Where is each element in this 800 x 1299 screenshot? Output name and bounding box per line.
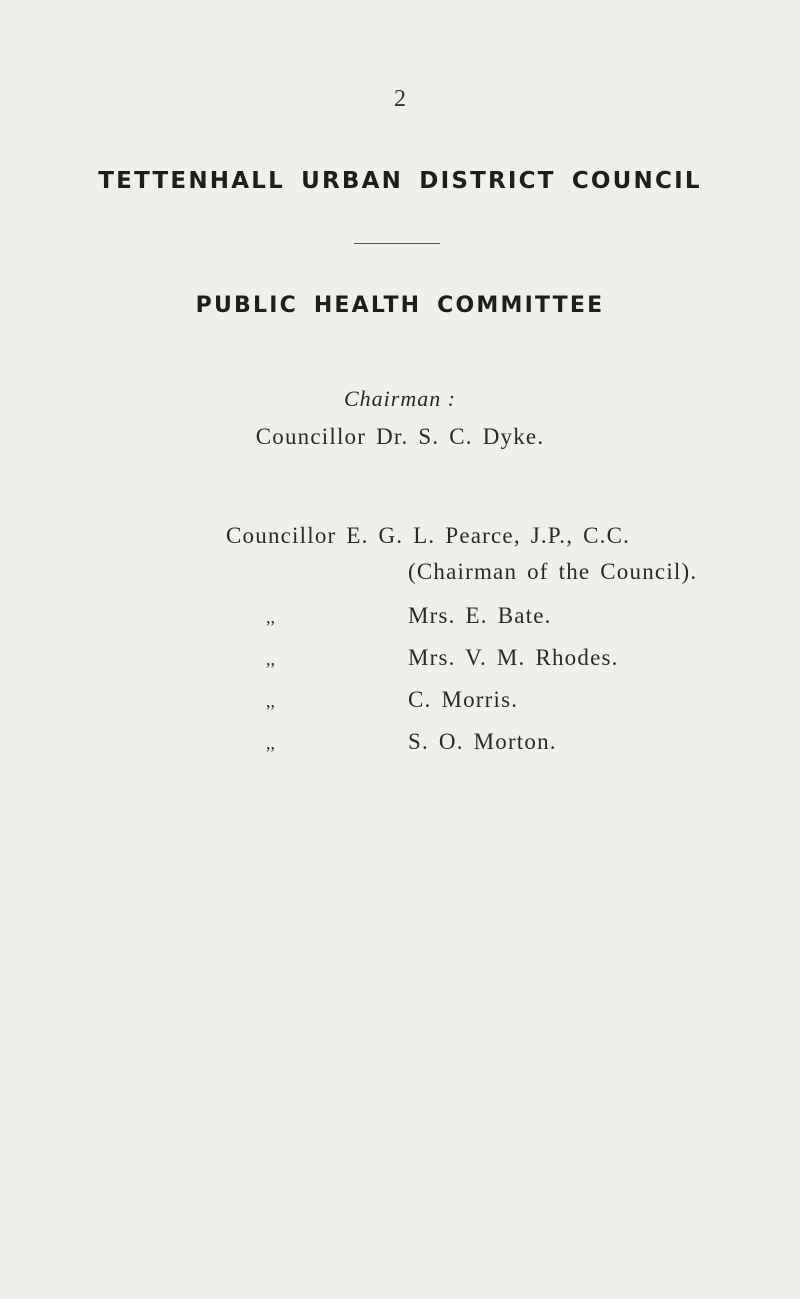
page-number: 2: [394, 86, 406, 112]
member-first-note: (Chairman of the Council).: [408, 559, 698, 584]
committee-title: PUBLIC HEALTH COMMITTEE: [195, 293, 605, 318]
member-name: Mrs. E. Bate.: [408, 603, 552, 628]
ditto-mark: ,,: [266, 733, 275, 753]
chairman-name: Councillor Dr. S. C. Dyke.: [255, 424, 545, 449]
ditto-mark: ,,: [266, 649, 275, 669]
member-name: S. O. Morton.: [408, 729, 557, 754]
chairman-label: Chairman :: [343, 386, 457, 411]
ditto-mark: ,,: [266, 607, 275, 627]
member-row: [226, 729, 557, 755]
ditto-mark: ,,: [266, 691, 275, 711]
member-row: [226, 687, 518, 713]
member-name: Mrs. V. M. Rhodes.: [408, 645, 619, 670]
member-name: C. Morris.: [408, 687, 519, 712]
member-row: [226, 645, 619, 671]
member-first-line: Councillor E. G. L. Pearce, J.P., C.C.: [226, 523, 631, 548]
council-title: TETTENHALL URBAN DISTRICT COUNCIL: [98, 168, 702, 194]
member-row: [226, 603, 552, 629]
divider-rule: [354, 243, 440, 244]
